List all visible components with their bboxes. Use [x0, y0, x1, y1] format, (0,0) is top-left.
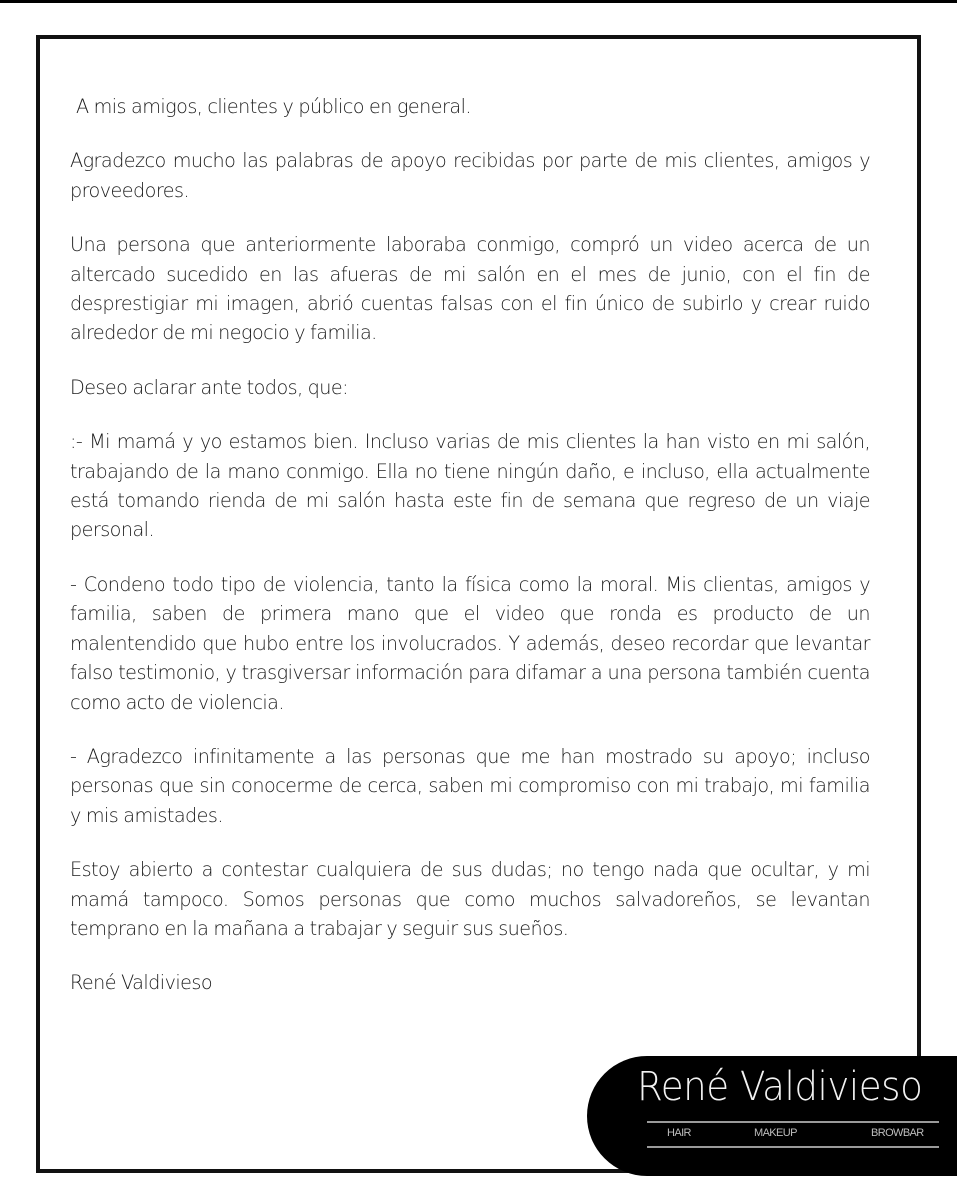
letter-body [70, 92, 870, 1023]
paragraph-gratitude: - Agradezco infinitamente a las personas que me han mostrado su apoyo; incluso personas que sin conocerme de cerca, saben mi compromiso con mi trabajo, mi familia y mis amistades. [70, 744, 870, 827]
logo-brand-name: René Valdivieso [637, 1064, 923, 1110]
logo-tag-browbar: BROWBAR [871, 1127, 924, 1139]
logo-tag-hair: HAIR [667, 1127, 691, 1139]
top-edge-bar [0, 0, 957, 3]
paragraph-clarify-intro: Deseo aclarar ante todos, que: [70, 375, 349, 399]
paragraph-mother-well: :- Mi mamá y yo estamos bien. Incluso varias de mis clientes la han visto en mi salón, trabajando de la mano conmigo. Ella no tiene ningún daño, e incluso, ella actualmente está tomando rienda de mi salón hasta este fin de semana que regreso de un viaje personal. [70, 430, 870, 542]
logo-tag-makeup: MAKEUP [754, 1127, 797, 1139]
paragraph-incident: Una persona que anteriormente laboraba conmigo, compró un video acerca de un altercado sucedido en las afueras de mi salón en el mes de junio, con el fin de desprestigiar mi imagen, abrió cuentas falsas con el fin único de subirlo y crear ruido alrededor de mi negocio y familia. [70, 233, 870, 345]
brand-logo [587, 1056, 957, 1176]
paragraph-thanks: Agradezco mucho las palabras de apoyo recibidas por parte de mis clientes, amigos y proveedores. [70, 149, 870, 202]
letter-signature: René Valdivieso [70, 971, 213, 995]
logo-divider-bottom [647, 1146, 939, 1148]
letter-greeting: A mis amigos, clientes y público en general. [76, 95, 471, 118]
paragraph-open-questions: Estoy abierto a contestar cualquiera de sus dudas; no tengo nada que ocultar, y mi mamá tampoco. Somos personas que como muchos salvadoreños, se levantan temprano en la mañana a trabajar y seguir sus sueños. [70, 858, 870, 940]
logo-services [647, 1127, 939, 1143]
paragraph-condemn-violence: - Condeno todo tipo de violencia, tanto la física como la moral. Mis clientas, amigos y familia, saben de primera mano que el video que ronda es producto de un malentendido que hubo entre los involucrados. Y además, deseo recordar que levantar falso testimonio, y trasgiversar información para difamar a una persona también cuenta como acto de violencia. [70, 572, 870, 714]
logo-divider-top [647, 1121, 939, 1123]
